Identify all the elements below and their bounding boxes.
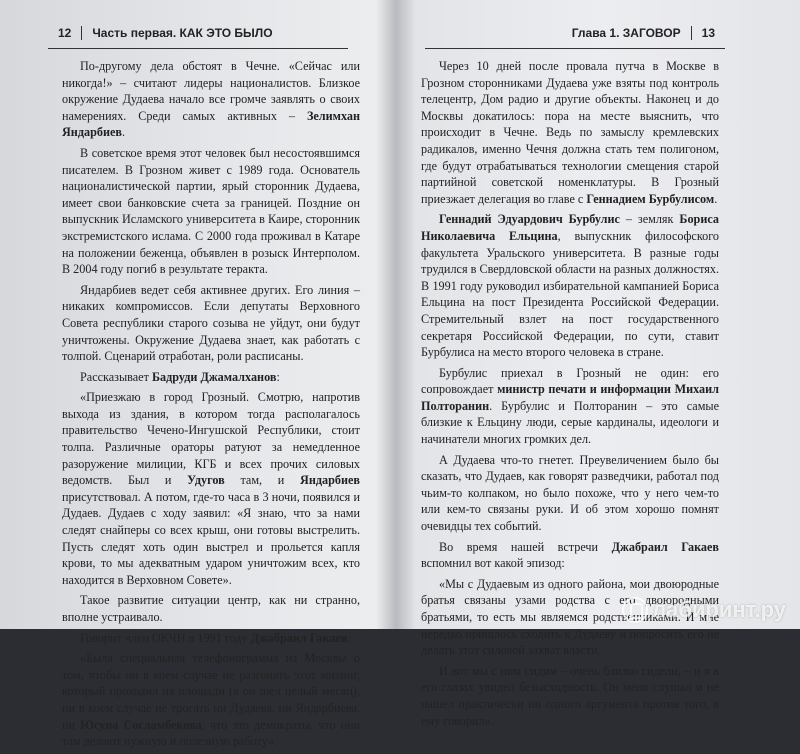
text-run: : bbox=[276, 369, 280, 384]
bold-name: министр печати и информации Михаил Полторанин bbox=[421, 382, 719, 413]
paragraph bbox=[62, 630, 360, 647]
text-run: , что это демократы, что они там делают нужную и полезную работу». bbox=[62, 717, 361, 749]
text-run: Во время нашей встречи bbox=[439, 539, 612, 554]
paragraph bbox=[421, 365, 719, 448]
left-page-number: 12 bbox=[48, 26, 82, 40]
text-run: присутствовал. А потом, где-то часа в 3 ночи, появился и Дудаев. Дудаев с ходу заявил: «Я знаю, что за нами следят снайперы со всех крыш, они готовы выстрелить. Пусть следят хоть один выстрел и прольется капля крови, то мы адекватным ударом уничтожим всех, кто находится в Верховном Совете». bbox=[62, 489, 360, 587]
watermark-text: лабиринт.ру bbox=[652, 597, 786, 622]
paragraph bbox=[62, 282, 360, 365]
text-run: «Мы с Дудаевым из одного района, мои двоюродные братья связаны узами родства с его двоюродными братьями, то есть мы являемся родственниками. И мне нередко пришлось сходить к Дудаеву и попросить его не делать этот силовой захват власти. bbox=[421, 576, 719, 658]
text-run: Яндарбиев ведет себя активнее других. Его линия – никаких компромиссов. Если депутаты Верховного Совета республики старого созыва не уйдут, они будут уничтожены. Окружение Дудаева знает, как работать с толпой. Сценарий отработан, роли расписаны. bbox=[62, 282, 360, 364]
text-run: , выпускник философского факультета Уральского университета. В разные годы трудился в Свердловской области на разных должностях. В 1991 году руководил избирательной кампанией Бориса Ельцина на пост Президента Российской Федерации. Стремительный взлет на пост государственного секретаря Российской Федерации, по сути, ставит Бурбулиса на место второго человека в стране. bbox=[421, 228, 720, 360]
paragraph bbox=[421, 58, 719, 207]
text-run: Говорит член ОКЧН в 1991 году bbox=[80, 630, 251, 645]
bold-name: Бориса Николаевича Ельцина bbox=[421, 212, 720, 243]
bold-name: Удугов bbox=[187, 473, 225, 488]
right-page-text bbox=[421, 58, 719, 733]
text-run: «Была специальная телефонограмма из Москвы о том, чтобы ни в коем случае не разгонять этот митинг, который проходил на площади (а он шел целый месяц), ни в коем случае не трогать ни Дудаева, ни Яндарбиева, ни bbox=[62, 651, 360, 732]
paragraph bbox=[62, 369, 360, 386]
bold-name: Геннадий Эдуардович Бурбулис bbox=[439, 212, 620, 227]
left-page bbox=[0, 0, 395, 749]
text-run: В советское время этот человек был несостоявшимся писателем. В Грозном живет с 1989 года. Основатель националистической партии, ярый сторонник Дудаева, имеет свои банковские счета за границей. Поздние он выпускник Исламского университета в Каире, сторонник экстремистского ислама. С 2000 года проживал в Катаре на положении беженца, объявлен в розыск Интерполом. В 2004 году погиб в результате теракта. bbox=[62, 145, 360, 277]
text-run: : bbox=[347, 630, 351, 645]
right-page-number: 13 bbox=[691, 26, 725, 40]
bold-name: Юсупа Сосламбекова bbox=[80, 717, 202, 732]
text-run: . Бурбулис и Полторанин – это самые близкие к Ельцину люди, серые кардиналы, идеологи и начинатели многих громких дел. bbox=[421, 398, 719, 447]
text-run: вспомнил вот какой эпизод: bbox=[421, 556, 565, 571]
left-page-text bbox=[62, 58, 360, 754]
paragraph bbox=[62, 58, 360, 141]
text-run: там, и bbox=[224, 473, 301, 488]
labirint-logo-icon bbox=[622, 597, 648, 623]
text-run: – земляк bbox=[619, 212, 680, 227]
right-running-title: Глава 1. ЗАГОВОР bbox=[571, 26, 681, 40]
text-run: . bbox=[121, 125, 126, 140]
bold-name: Бадруди Джамалханов bbox=[151, 369, 277, 384]
text-run: По-другому дела обстоят в Чечне. «Сейчас или никогда!» – считают лидеры националистов. Близкое окружение Дудаева начало все громче заявлять о своих намерениях. Среди самых активных – bbox=[62, 59, 360, 123]
text-run: Через 10 дней после провала путча в Москве в Грозном сторонниками Дудаева уже взяты под контроль телецентр, Дом радио и другие объекты. Наконец и до Москвы докатилось: пора на месте выяснить, что происходит в Чечне. Ведь по замыслу кремлевских радикалов, именно Чечня должна стать тем полигоном, где будут отрабатываться технологии смещения старой партийной советской номенклатуры. В Грозный приезжает делегация во главе с bbox=[421, 59, 719, 206]
paragraph bbox=[421, 452, 719, 535]
paragraph bbox=[62, 592, 360, 625]
bold-name: Зелимхан Яндарбиев bbox=[62, 108, 360, 140]
text-run: «Приезжаю в город Грозный. Смотрю, напротив выхода из здания, в котором тогда располагалось правительство Чечено-Ингушской Республики, стоит толпа. Различные ораторы ратуют за немедленное разоружение милиции, КГБ и всех прочих силовых ведомств. Был и bbox=[62, 390, 360, 488]
text-run: Рассказывает bbox=[80, 369, 152, 384]
paragraph bbox=[62, 145, 360, 278]
bold-name: Джабраил Гакаев bbox=[611, 539, 720, 554]
text-run: Такое развитие ситуации центр, как ни странно, вполне устраивало. bbox=[62, 593, 360, 624]
right-page bbox=[405, 0, 800, 728]
paragraph bbox=[421, 211, 719, 360]
text-run: . bbox=[714, 191, 718, 206]
text-run: А Дудаева что-то гнетет. Преувеличением было бы сказать, что Дудаев, как говорят разведчики, работал под чьим-то колпаком, но было похоже, что у него чем-то или кем-то связаны руки. И об этом хорошо помнят очевидцы тех событий. bbox=[421, 452, 719, 534]
paragraph bbox=[421, 663, 719, 729]
left-running-head bbox=[48, 18, 348, 49]
bold-name: Геннадием Бурбулисом bbox=[586, 191, 715, 206]
paragraph bbox=[421, 539, 719, 572]
watermark bbox=[622, 597, 786, 623]
paragraph bbox=[62, 650, 360, 750]
bold-name: Джабраил Гакаев bbox=[250, 630, 348, 645]
text-run: И вот мы с ним сидим – очень близко сидели, – и я в его глазах увидел безысходность. Он меня слушал и не нашел практически ни одного аргумента против того, я ему говорил». bbox=[421, 663, 719, 728]
right-running-head bbox=[425, 18, 725, 49]
text-run: Бурбулис приехал в Грозный не один: его сопровождает bbox=[421, 365, 719, 397]
paragraph bbox=[62, 389, 360, 588]
bold-name: Яндарбиев bbox=[300, 473, 360, 488]
left-running-title: Часть первая. КАК ЭТО БЫЛО bbox=[92, 26, 273, 40]
